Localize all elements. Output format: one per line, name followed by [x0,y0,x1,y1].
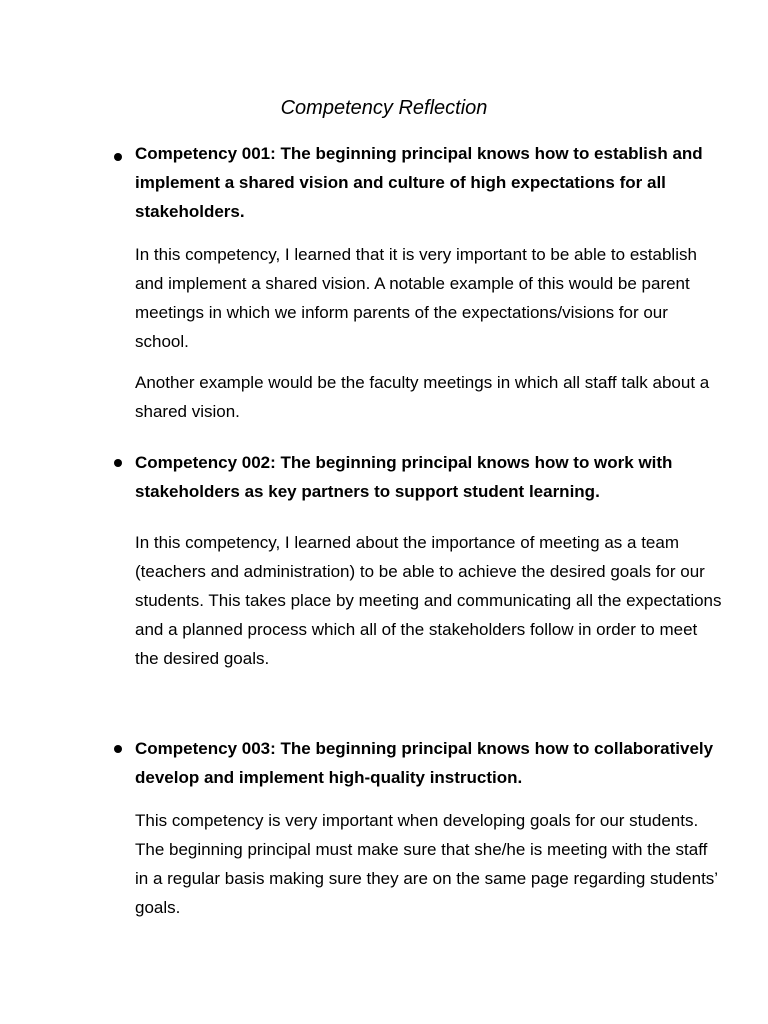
bullet-icon [114,153,122,161]
competency-001-paragraph-1: In this competency, I learned that it is very important to be able to establish and implement a shared vision. A notable example of this would be parent meetings in which we inform parents of the expectations/visions for our school. [135,245,697,351]
bullet-icon [114,459,122,467]
competency-003-paragraph-1: This competency is very important when developing goals for our students. The beginning principal must make sure that she/he is meeting with the staff in a regular basis making sure they are on the same page regarding students’ goals. [135,811,718,917]
competency-002-heading: Competency 002: The beginning principal knows how to work with stakeholders as key partners to support student learning. [135,453,673,501]
competency-002-paragraph-1: In this competency, I learned about the importance of meeting as a team (teachers and administration) to be able to achieve the desired goals for our students. This takes place by meeting and communicating all the expectations and a planned process which all of the stakeholders follow in order to meet the desired goals. [135,533,722,668]
document-title: Competency Reflection [280,97,488,119]
competency-001-paragraph-2: Another example would be the faculty meetings in which all staff talk about a shared vision. [135,373,710,421]
competency-003-heading: Competency 003: The beginning principal knows how to collaboratively develop and implement high-quality instruction. [135,739,714,787]
competency-001-heading: Competency 001: The beginning principal knows how to establish and implement a shared vision and culture of high expectations for all stakeholders. [135,144,703,221]
bullet-icon [114,745,122,753]
